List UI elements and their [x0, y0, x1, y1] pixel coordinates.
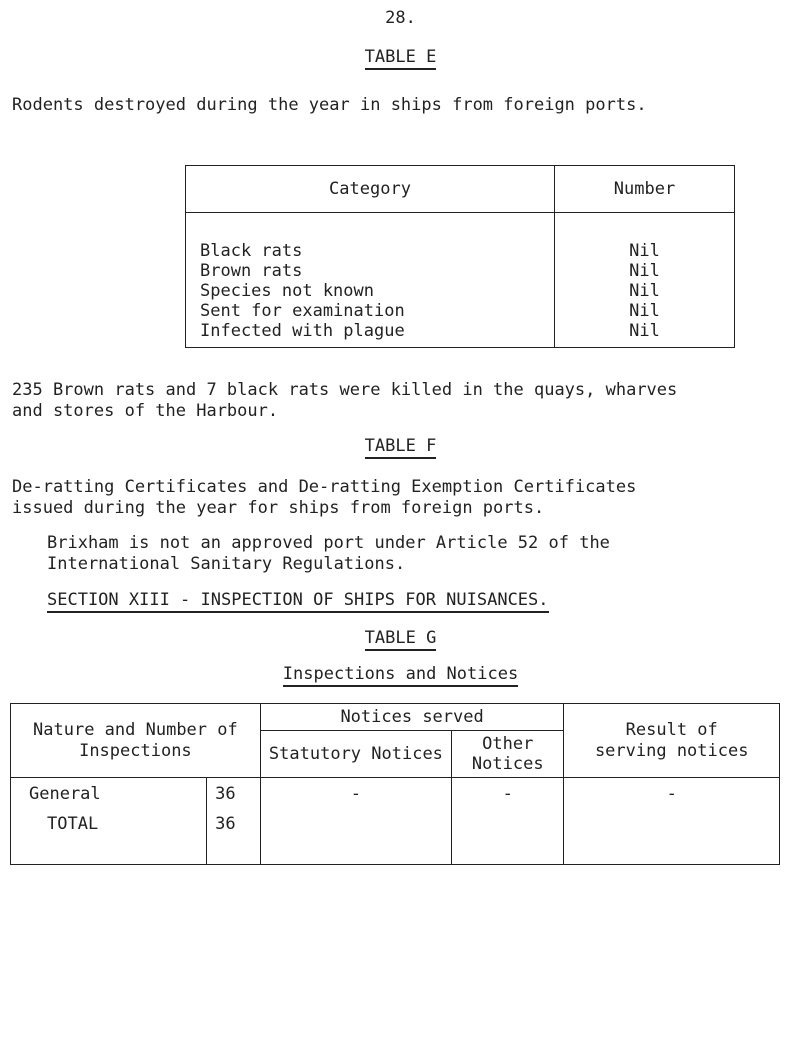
table-f-caption: De-ratting Certificates and De-ratting Exemption Certificates issued during the year for ships from foreign ports.: [12, 477, 637, 518]
table-g-subtitle: Inspections and Notices: [283, 664, 518, 687]
table-g: [10, 703, 780, 865]
table-g-label-cell: General: [29, 784, 101, 804]
table-e-number-cell: Nil: [629, 301, 660, 321]
table-g-title: TABLE G: [365, 628, 437, 651]
table-e: [185, 165, 735, 348]
section-heading-wrap: [47, 590, 549, 610]
table-g-header-statutory: Statutory Notices: [260, 731, 451, 778]
table-e-number-cell: Nil: [629, 281, 660, 301]
table-e-category-cell: Brown rats: [200, 261, 303, 281]
section-heading: SECTION XIII - INSPECTION OF SHIPS FOR NUISANCES.: [47, 590, 549, 613]
table-f-title-wrap: [0, 436, 801, 456]
table-e-header-number: Number: [555, 166, 735, 213]
table-e-category-cell: Black rats: [200, 241, 303, 261]
table-e-number-column: [555, 213, 735, 348]
table-e-title: TABLE E: [365, 47, 437, 70]
table-g-result-value: -: [666, 784, 677, 804]
table-f-title: TABLE F: [365, 436, 437, 459]
table-g-number-cell: 36: [215, 814, 236, 834]
table-g-header-other: Other Notices: [452, 731, 564, 778]
table-e-category-cell: Sent for examination: [200, 301, 405, 321]
table-g-number-column: [207, 778, 261, 865]
table-e-header-category: Category: [186, 166, 555, 213]
table-e-category-cell: Infected with plague: [200, 321, 405, 341]
table-g-title-wrap: [0, 628, 801, 648]
table-e-number-cell: Nil: [629, 261, 660, 281]
table-g-statutory-value: -: [350, 784, 362, 804]
table-e-title-wrap: [0, 47, 801, 67]
table-e-category-column: [186, 213, 555, 348]
table-g-subtitle-wrap: [0, 664, 801, 684]
table-g-result-cell: [564, 778, 780, 865]
table-g-header-result: Result of serving notices: [564, 704, 780, 778]
table-e-caption: Rodents destroyed during the year in ships from foreign ports.: [12, 95, 647, 115]
table-e-number-cell: Nil: [629, 241, 660, 261]
table-g-statutory-cell: [260, 778, 451, 865]
table-g-number-cell: 36: [215, 784, 236, 804]
table-g-header-notices-served: Notices served: [260, 704, 564, 731]
table-g-other-cell: [452, 778, 564, 865]
table-g-label-cell: TOTAL: [47, 814, 99, 834]
table-e-number-cell: Nil: [629, 321, 660, 341]
table-e-category-cell: Species not known: [200, 281, 374, 301]
brixham-paragraph: Brixham is not an approved port under Article 52 of the International Sanitary Regulations.: [47, 533, 610, 574]
rats-killed-paragraph: 235 Brown rats and 7 black rats were killed in the quays, wharves and stores of the Harbour.: [12, 380, 678, 421]
table-g-other-value: -: [502, 784, 513, 804]
table-g-header-nature: Nature and Number of Inspections: [11, 704, 261, 778]
page-number: 28.: [385, 8, 416, 28]
table-g-label-column: [11, 778, 207, 865]
